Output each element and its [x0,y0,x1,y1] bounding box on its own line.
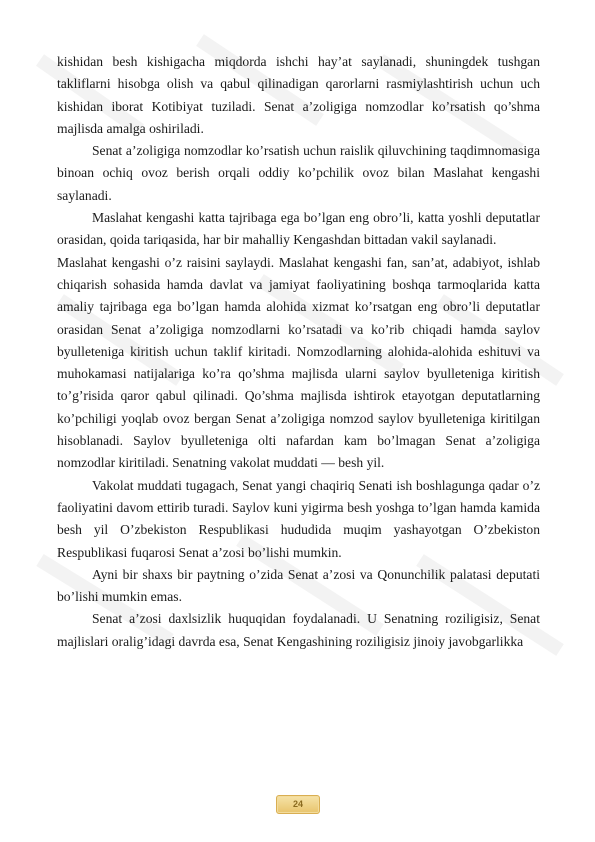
paragraph-1: kishidan besh kishigacha miqdorda ishchi hay’at saylanadi, shuningdek tushgan takliflarni hisobga olish va qabul qilinadigan qarorlarni rasmiylashtirish uchun uch kishidan iborat Kotibiyat tuziladi. Senat a’zoligiga nomzodlar ko’rsatish qo’shma majlisda amalga oshiriladi. [57,54,540,136]
page-number-badge: 24 [276,795,320,814]
paragraph-3: Maslahat kengashi katta tajribaga ega bo’lgan eng obro’li, katta yoshli deputatlar orasidan, qoida tariqasida, har bir mahalliy Kengashdan bittadan vakil saylanadi. [57,210,540,248]
paragraph-7: Senat a’zosi daxlsizlik huquqidan foydalanadi. U Senatning roziligisiz, Senat majlislari oralig’idagi davrda esa, Senat Kengashining roziligisiz jinoiy javobgarlikka [57,611,540,649]
paragraph-2: Senat a’zoligiga nomzodlar ko’rsatish uchun raislik qiluvchining taqdimnomasiga binoan ochiq ovoz berish orqali oddiy ko’pchilik ovoz bilan Maslahat kengashi saylanadi. [57,143,540,203]
body-text [57,51,540,653]
paragraph-4: Maslahat kengashi o’z raisini saylaydi. Maslahat kengashi fan, san’at, adabiyot, ishlab chiqarish sohasida hamda davlat va jamiyat faoliyatining boshqa tarmoqlarida katta amaliy tajribaga ega bo’lgan hamda alohida xizmat ko’rsatgan eng obro’li deputatlar orasidan Senat a’zoligiga nomzodlarni ko’rsatadi va ko’rib chiqadi hamda saylov byulleteniga kiritish uchun taklif kiritadi. Nomzodlarning alohida-alohida eshituvi va muhokamasi natijalariga ko’ra qo’shma majlisda ularni saylov byulleteniga kiritish to’g’risida qaror qabul qilinadi. Qo’shma majlisda ishtirok etayotgan deputatlarning ko’pchiligi yoqlab ovoz bergan Senat a’zoligiga nomzod saylov byulleteniga kiritilgan hisoblanadi. Saylov byulleteniga olti nafardan kam bo’lmagan Senat a’zoligiga nomzodlar kiritiladi. Senatning vakolat muddati — besh yil. [57,254,540,471]
paragraph-5: Vakolat muddati tugagach, Senat yangi chaqiriq Senati ish boshlagunga qadar o’z faoliyatini davom ettirib turadi. Saylov kuni yigirma besh yoshga to’lgan hamda kamida besh yil O’zbekiston Respublikasi hududida muqim yashayotgan O’zbekiston Respublikasi fuqarosi Senat a’zosi bo’lishi mumkin. [57,477,540,560]
paragraph-6: Ayni bir shaxs bir paytning o’zida Senat a’zosi va Qonunchilik palatasi deputati bo’lishi mumkin emas. [57,566,540,605]
